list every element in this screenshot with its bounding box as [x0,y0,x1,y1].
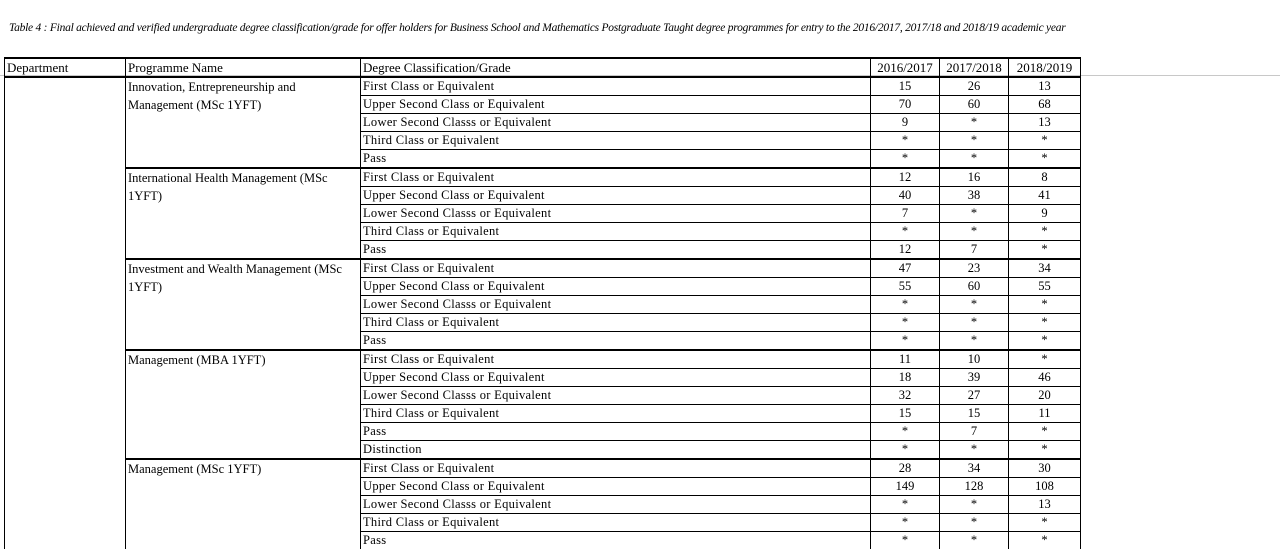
degree-classification-cell: Lower Second Classs or Equivalent [361,114,871,132]
count-cell: * [940,205,1009,223]
count-cell: * [940,223,1009,241]
count-cell: 13 [1009,496,1081,514]
count-cell: 149 [871,478,940,496]
count-cell: 20 [1009,387,1081,405]
degree-classification-cell: Upper Second Class or Equivalent [361,187,871,205]
count-cell: * [871,296,940,314]
programme-name-cell: Innovation, Entrepreneurship and Management (MSc 1YFT) [126,77,361,168]
programme-name-cell: Investment and Wealth Management (MSc 1YFT) [126,259,361,350]
count-cell: * [871,441,940,460]
count-cell: 27 [940,387,1009,405]
count-cell: 108 [1009,478,1081,496]
degree-classification-cell: Pass [361,532,871,549]
count-cell: 38 [940,187,1009,205]
count-cell: * [1009,441,1081,460]
count-cell: * [871,314,940,332]
degree-classification-cell: Lower Second Classs or Equivalent [361,205,871,223]
count-cell: * [871,223,940,241]
header-programme-name: Programme Name [126,58,361,77]
count-cell: 26 [940,77,1009,96]
count-cell: 28 [871,459,940,478]
degree-classification-cell: First Class or Equivalent [361,350,871,369]
count-cell: * [871,423,940,441]
count-cell: 41 [1009,187,1081,205]
header-degree-classification: Degree Classification/Grade [361,58,871,77]
count-cell: * [940,114,1009,132]
count-cell: 18 [871,369,940,387]
table-row [5,350,1081,369]
count-cell: 7 [940,423,1009,441]
count-cell: 32 [871,387,940,405]
count-cell: * [940,514,1009,532]
count-cell: 16 [940,168,1009,187]
count-cell: * [1009,314,1081,332]
degree-classification-cell: Upper Second Class or Equivalent [361,369,871,387]
count-cell: * [1009,296,1081,314]
count-cell: 11 [871,350,940,369]
degree-classification-cell: Lower Second Classs or Equivalent [361,496,871,514]
header-year-2017-2018: 2017/2018 [940,58,1009,77]
count-cell: 9 [871,114,940,132]
count-cell: * [871,496,940,514]
programme-name-cell: Management (MBA 1YFT) [126,350,361,459]
count-cell: * [871,532,940,549]
degree-classification-cell: Pass [361,423,871,441]
degree-classification-cell: Third Class or Equivalent [361,514,871,532]
degree-classification-cell: Third Class or Equivalent [361,405,871,423]
count-cell: 7 [871,205,940,223]
count-cell: 30 [1009,459,1081,478]
count-cell: 60 [940,278,1009,296]
table-row [5,77,1081,96]
count-cell: * [1009,532,1081,549]
count-cell: 12 [871,168,940,187]
degree-classification-cell: Upper Second Class or Equivalent [361,96,871,114]
count-cell: 15 [940,405,1009,423]
count-cell: 8 [1009,168,1081,187]
count-cell: 7 [940,241,1009,260]
count-cell: 13 [1009,114,1081,132]
count-cell: 46 [1009,369,1081,387]
count-cell: 15 [871,405,940,423]
count-cell: 9 [1009,205,1081,223]
count-cell: * [1009,514,1081,532]
degree-classification-cell: Third Class or Equivalent [361,132,871,150]
count-cell: * [1009,423,1081,441]
degree-classification-cell: Pass [361,332,871,351]
count-cell: 47 [871,259,940,278]
header-row [5,58,1081,77]
count-cell: 34 [1009,259,1081,278]
count-cell: 39 [940,369,1009,387]
degree-classification-cell: Upper Second Class or Equivalent [361,278,871,296]
count-cell: * [1009,223,1081,241]
count-cell: * [940,496,1009,514]
count-cell: 15 [871,77,940,96]
programme-name-cell: International Health Management (MSc 1YFT) [126,168,361,259]
count-cell: * [940,441,1009,460]
count-cell: 128 [940,478,1009,496]
header-year-2018-2019: 2018/2019 [1009,58,1081,77]
count-cell: * [871,514,940,532]
degree-classification-cell: First Class or Equivalent [361,168,871,187]
count-cell: * [871,150,940,169]
count-cell: 55 [871,278,940,296]
count-cell: * [871,132,940,150]
count-cell: * [1009,132,1081,150]
count-cell: 68 [1009,96,1081,114]
count-cell: * [1009,332,1081,351]
table-caption: Table 4 : Final achieved and verified undergraduate degree classification/grade for offer holders for Business School and Mathematics Postgraduate Taught degree programmes for entry to the 2016/2017, 2017/18 and 2018/19 academic year [9,22,1065,34]
degree-classification-cell: Lower Second Classs or Equivalent [361,296,871,314]
degree-classification-cell: Distinction [361,441,871,460]
count-cell: 11 [1009,405,1081,423]
header-year-2016-2017: 2016/2017 [871,58,940,77]
degree-classification-cell: Third Class or Equivalent [361,314,871,332]
count-cell: * [1009,350,1081,369]
count-cell: * [940,532,1009,549]
degree-classification-cell: Lower Second Classs or Equivalent [361,387,871,405]
degree-classification-cell: Upper Second Class or Equivalent [361,478,871,496]
count-cell: * [1009,241,1081,260]
degree-classification-cell: Third Class or Equivalent [361,223,871,241]
count-cell: * [940,332,1009,351]
count-cell: 40 [871,187,940,205]
count-cell: 23 [940,259,1009,278]
degree-classification-cell: Pass [361,241,871,260]
degree-classification-cell: Pass [361,150,871,169]
count-cell: * [1009,150,1081,169]
department-cell [5,77,126,549]
degree-classification-cell: First Class or Equivalent [361,259,871,278]
count-cell: * [871,332,940,351]
count-cell: 60 [940,96,1009,114]
count-cell: 10 [940,350,1009,369]
programme-name-cell: Management (MSc 1YFT) [126,459,361,549]
count-cell: * [940,150,1009,169]
table-row [5,459,1081,478]
count-cell: * [940,314,1009,332]
count-cell: 70 [871,96,940,114]
count-cell: 34 [940,459,1009,478]
degree-classification-cell: First Class or Equivalent [361,459,871,478]
count-cell: 12 [871,241,940,260]
count-cell: 55 [1009,278,1081,296]
table-row [5,259,1081,278]
header-department: Department [5,58,126,77]
count-cell: * [940,296,1009,314]
table-row [5,168,1081,187]
count-cell: * [940,132,1009,150]
degree-classification-cell: First Class or Equivalent [361,77,871,96]
count-cell: 13 [1009,77,1081,96]
degree-classification-table [4,57,1081,549]
